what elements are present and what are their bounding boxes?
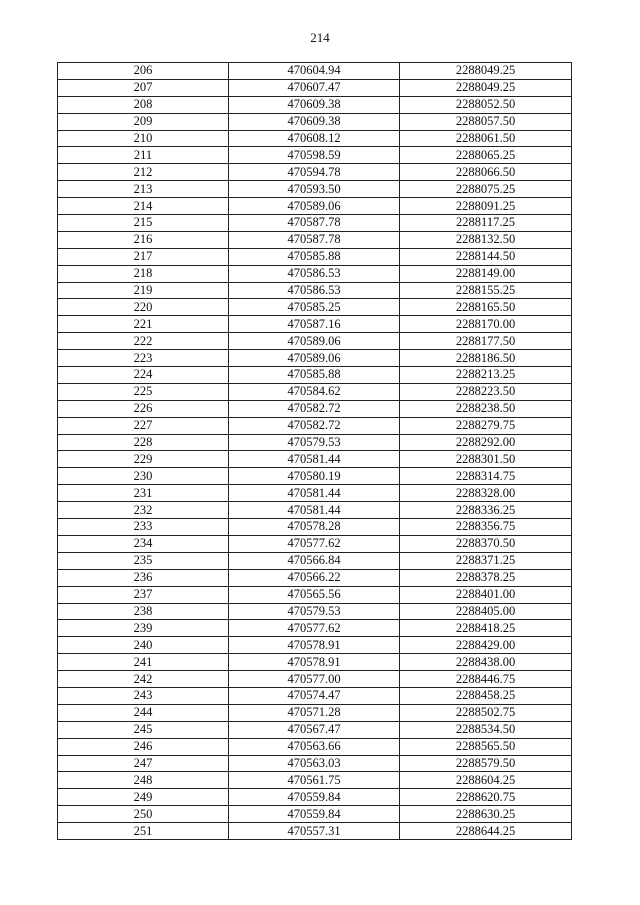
x-coordinate-cell: 470604.94	[229, 63, 400, 80]
y-coordinate-cell: 2288052.50	[400, 96, 572, 113]
point-number-cell: 240	[58, 637, 229, 654]
table-row	[58, 282, 572, 299]
table-row	[58, 130, 572, 147]
table-row	[58, 231, 572, 248]
point-number-cell: 222	[58, 333, 229, 350]
table-row	[58, 535, 572, 552]
table-row	[58, 586, 572, 603]
y-coordinate-cell: 2288149.00	[400, 265, 572, 282]
x-coordinate-cell: 470589.06	[229, 198, 400, 215]
coordinates-table	[57, 62, 572, 840]
x-coordinate-cell: 470594.78	[229, 164, 400, 181]
point-number-cell: 234	[58, 535, 229, 552]
x-coordinate-cell: 470585.88	[229, 367, 400, 384]
x-coordinate-cell: 470585.25	[229, 299, 400, 316]
point-number-cell: 243	[58, 687, 229, 704]
x-coordinate-cell: 470566.84	[229, 552, 400, 569]
y-coordinate-cell: 2288066.50	[400, 164, 572, 181]
y-coordinate-cell: 2288418.25	[400, 620, 572, 637]
table-row	[58, 687, 572, 704]
table-row	[58, 198, 572, 215]
x-coordinate-cell: 470587.78	[229, 231, 400, 248]
point-number-cell: 231	[58, 485, 229, 502]
y-coordinate-cell: 2288075.25	[400, 181, 572, 198]
table-row	[58, 620, 572, 637]
y-coordinate-cell: 2288405.00	[400, 603, 572, 620]
x-coordinate-cell: 470577.62	[229, 535, 400, 552]
point-number-cell: 239	[58, 620, 229, 637]
x-coordinate-cell: 470577.62	[229, 620, 400, 637]
point-number-cell: 210	[58, 130, 229, 147]
y-coordinate-cell: 2288378.25	[400, 569, 572, 586]
point-number-cell: 250	[58, 806, 229, 823]
x-coordinate-cell: 470581.44	[229, 485, 400, 502]
x-coordinate-cell: 470586.53	[229, 265, 400, 282]
y-coordinate-cell: 2288049.25	[400, 63, 572, 80]
point-number-cell: 235	[58, 552, 229, 569]
x-coordinate-cell: 470585.88	[229, 248, 400, 265]
point-number-cell: 229	[58, 451, 229, 468]
point-number-cell: 216	[58, 231, 229, 248]
table-row	[58, 265, 572, 282]
point-number-cell: 225	[58, 383, 229, 400]
table-row	[58, 569, 572, 586]
y-coordinate-cell: 2288170.00	[400, 316, 572, 333]
point-number-cell: 214	[58, 198, 229, 215]
x-coordinate-cell: 470578.91	[229, 654, 400, 671]
y-coordinate-cell: 2288165.50	[400, 299, 572, 316]
x-coordinate-cell: 470582.72	[229, 417, 400, 434]
point-number-cell: 248	[58, 772, 229, 789]
table-row	[58, 367, 572, 384]
point-number-cell: 217	[58, 248, 229, 265]
y-coordinate-cell: 2288620.75	[400, 789, 572, 806]
point-number-cell: 244	[58, 704, 229, 721]
y-coordinate-cell: 2288579.50	[400, 755, 572, 772]
y-coordinate-cell: 2288049.25	[400, 79, 572, 96]
point-number-cell: 211	[58, 147, 229, 164]
y-coordinate-cell: 2288458.25	[400, 687, 572, 704]
table-row	[58, 147, 572, 164]
table-row	[58, 350, 572, 367]
x-coordinate-cell: 470563.66	[229, 738, 400, 755]
x-coordinate-cell: 470578.91	[229, 637, 400, 654]
point-number-cell: 233	[58, 519, 229, 536]
x-coordinate-cell: 470559.84	[229, 789, 400, 806]
table-row	[58, 248, 572, 265]
point-number-cell: 218	[58, 265, 229, 282]
x-coordinate-cell: 470579.53	[229, 434, 400, 451]
point-number-cell: 230	[58, 468, 229, 485]
point-number-cell: 228	[58, 434, 229, 451]
x-coordinate-cell: 470567.47	[229, 721, 400, 738]
y-coordinate-cell: 2288186.50	[400, 350, 572, 367]
x-coordinate-cell: 470565.56	[229, 586, 400, 603]
table-row	[58, 552, 572, 569]
point-number-cell: 242	[58, 671, 229, 688]
x-coordinate-cell: 470581.44	[229, 451, 400, 468]
y-coordinate-cell: 2288057.50	[400, 113, 572, 130]
x-coordinate-cell: 470608.12	[229, 130, 400, 147]
table-row	[58, 113, 572, 130]
y-coordinate-cell: 2288155.25	[400, 282, 572, 299]
x-coordinate-cell: 470609.38	[229, 113, 400, 130]
y-coordinate-cell: 2288502.75	[400, 704, 572, 721]
y-coordinate-cell: 2288238.50	[400, 400, 572, 417]
coordinates-table-body	[58, 63, 572, 840]
table-row	[58, 181, 572, 198]
table-row	[58, 738, 572, 755]
table-row	[58, 671, 572, 688]
table-row	[58, 721, 572, 738]
y-coordinate-cell: 2288061.50	[400, 130, 572, 147]
point-number-cell: 227	[58, 417, 229, 434]
point-number-cell: 232	[58, 502, 229, 519]
point-number-cell: 247	[58, 755, 229, 772]
point-number-cell: 251	[58, 823, 229, 840]
point-number-cell: 220	[58, 299, 229, 316]
y-coordinate-cell: 2288065.25	[400, 147, 572, 164]
table-row	[58, 468, 572, 485]
point-number-cell: 215	[58, 215, 229, 232]
x-coordinate-cell: 470561.75	[229, 772, 400, 789]
y-coordinate-cell: 2288223.50	[400, 383, 572, 400]
x-coordinate-cell: 470589.06	[229, 350, 400, 367]
y-coordinate-cell: 2288370.50	[400, 535, 572, 552]
x-coordinate-cell: 470587.78	[229, 215, 400, 232]
y-coordinate-cell: 2288356.75	[400, 519, 572, 536]
point-number-cell: 246	[58, 738, 229, 755]
x-coordinate-cell: 470581.44	[229, 502, 400, 519]
table-row	[58, 637, 572, 654]
table-row	[58, 96, 572, 113]
table-row	[58, 603, 572, 620]
x-coordinate-cell: 470566.22	[229, 569, 400, 586]
table-row	[58, 333, 572, 350]
point-number-cell: 224	[58, 367, 229, 384]
x-coordinate-cell: 470589.06	[229, 333, 400, 350]
table-row	[58, 823, 572, 840]
y-coordinate-cell: 2288336.25	[400, 502, 572, 519]
table-row	[58, 519, 572, 536]
point-number-cell: 208	[58, 96, 229, 113]
x-coordinate-cell: 470563.03	[229, 755, 400, 772]
y-coordinate-cell: 2288177.50	[400, 333, 572, 350]
x-coordinate-cell: 470586.53	[229, 282, 400, 299]
point-number-cell: 237	[58, 586, 229, 603]
table-row	[58, 417, 572, 434]
x-coordinate-cell: 470580.19	[229, 468, 400, 485]
x-coordinate-cell: 470609.38	[229, 96, 400, 113]
point-number-cell: 241	[58, 654, 229, 671]
y-coordinate-cell: 2288565.50	[400, 738, 572, 755]
y-coordinate-cell: 2288534.50	[400, 721, 572, 738]
table-row	[58, 704, 572, 721]
point-number-cell: 209	[58, 113, 229, 130]
y-coordinate-cell: 2288438.00	[400, 654, 572, 671]
x-coordinate-cell: 470578.28	[229, 519, 400, 536]
x-coordinate-cell: 470593.50	[229, 181, 400, 198]
y-coordinate-cell: 2288301.50	[400, 451, 572, 468]
x-coordinate-cell: 470582.72	[229, 400, 400, 417]
y-coordinate-cell: 2288144.50	[400, 248, 572, 265]
point-number-cell: 207	[58, 79, 229, 96]
table-row	[58, 451, 572, 468]
y-coordinate-cell: 2288371.25	[400, 552, 572, 569]
x-coordinate-cell: 470557.31	[229, 823, 400, 840]
table-row	[58, 806, 572, 823]
table-row	[58, 164, 572, 181]
table-row	[58, 63, 572, 80]
table-row	[58, 79, 572, 96]
x-coordinate-cell: 470584.62	[229, 383, 400, 400]
y-coordinate-cell: 2288279.75	[400, 417, 572, 434]
table-row	[58, 772, 572, 789]
table-row	[58, 789, 572, 806]
y-coordinate-cell: 2288429.00	[400, 637, 572, 654]
table-row	[58, 502, 572, 519]
y-coordinate-cell: 2288328.00	[400, 485, 572, 502]
point-number-cell: 223	[58, 350, 229, 367]
y-coordinate-cell: 2288292.00	[400, 434, 572, 451]
y-coordinate-cell: 2288644.25	[400, 823, 572, 840]
table-row	[58, 755, 572, 772]
point-number-cell: 221	[58, 316, 229, 333]
y-coordinate-cell: 2288117.25	[400, 215, 572, 232]
table-row	[58, 215, 572, 232]
y-coordinate-cell: 2288630.25	[400, 806, 572, 823]
point-number-cell: 236	[58, 569, 229, 586]
table-row	[58, 434, 572, 451]
point-number-cell: 206	[58, 63, 229, 80]
point-number-cell: 249	[58, 789, 229, 806]
x-coordinate-cell: 470574.47	[229, 687, 400, 704]
point-number-cell: 226	[58, 400, 229, 417]
y-coordinate-cell: 2288213.25	[400, 367, 572, 384]
y-coordinate-cell: 2288446.75	[400, 671, 572, 688]
table-row	[58, 383, 572, 400]
table-row	[58, 654, 572, 671]
point-number-cell: 219	[58, 282, 229, 299]
y-coordinate-cell: 2288091.25	[400, 198, 572, 215]
x-coordinate-cell: 470579.53	[229, 603, 400, 620]
y-coordinate-cell: 2288314.75	[400, 468, 572, 485]
table-row	[58, 485, 572, 502]
x-coordinate-cell: 470577.00	[229, 671, 400, 688]
table-row	[58, 299, 572, 316]
x-coordinate-cell: 470587.16	[229, 316, 400, 333]
table-row	[58, 400, 572, 417]
y-coordinate-cell: 2288132.50	[400, 231, 572, 248]
table-row	[58, 316, 572, 333]
x-coordinate-cell: 470607.47	[229, 79, 400, 96]
x-coordinate-cell: 470598.59	[229, 147, 400, 164]
x-coordinate-cell: 470559.84	[229, 806, 400, 823]
point-number-cell: 245	[58, 721, 229, 738]
point-number-cell: 212	[58, 164, 229, 181]
point-number-cell: 238	[58, 603, 229, 620]
y-coordinate-cell: 2288604.25	[400, 772, 572, 789]
y-coordinate-cell: 2288401.00	[400, 586, 572, 603]
x-coordinate-cell: 470571.28	[229, 704, 400, 721]
point-number-cell: 213	[58, 181, 229, 198]
page-number: 214	[310, 30, 330, 45]
